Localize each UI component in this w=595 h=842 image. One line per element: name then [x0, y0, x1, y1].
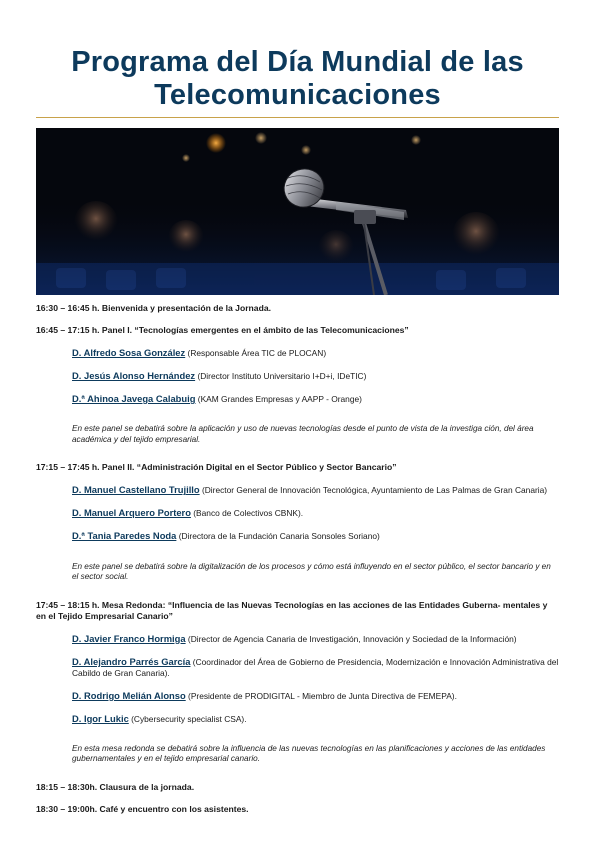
speaker-role: (Director de Agencia Canaria de Investigación, Innovación y Sociedad de la Información): [185, 633, 517, 644]
panel-1-speaker: [72, 393, 559, 405]
program-schedule: [36, 303, 559, 815]
speaker-name[interactable]: D. Igor Lukic: [72, 712, 129, 724]
panel-1-speaker: [72, 370, 559, 382]
roundtable-speaker: [72, 690, 559, 702]
speaker-role: (Banco de Colectivos CBNK).: [190, 508, 304, 519]
speaker-role: (Director Instituto Universitario I+D+i, IDeTIC): [195, 371, 367, 381]
schedule-welcome: 16:30 – 16:45 h. Bienvenida y presentación de la Jornada.: [36, 303, 271, 313]
speaker-name[interactable]: D. Rodrigo Melián Alonso: [72, 689, 186, 701]
speaker-name[interactable]: D. Manuel Castellano Trujillo: [72, 484, 200, 496]
speaker-name[interactable]: D. Alejandro Parrés García: [72, 655, 191, 667]
speaker-role: (Cybersecurity specialist CSA).: [128, 713, 247, 724]
speaker-role: (Directora de la Fundación Canaria Sonsoles Soriano): [176, 531, 380, 542]
page-title-line-1: Programa del Día Mundial de las: [71, 46, 524, 78]
speaker-role: (Presidente de PRODIGITAL - Miembro de Junta Directiva de FEMEPA).: [185, 690, 457, 701]
speaker-name[interactable]: D.ª Ahinoa Javega Calabuig: [72, 393, 196, 404]
microphone-illustration: [36, 128, 559, 295]
schedule-coffee: 18:30 – 19:00h. Café y encuentro con los asistentes.: [36, 804, 249, 815]
roundtable-speaker: [72, 656, 559, 679]
panel-1-speaker: [72, 347, 559, 359]
page-title-line-2: Telecomunicaciones: [154, 79, 441, 111]
speaker-name[interactable]: D.ª Tania Paredes Noda: [72, 530, 177, 542]
schedule-closing: 18:15 – 18:30h. Clausura de la jornada.: [36, 782, 195, 793]
panel-2-heading: 17:15 – 17:45 h. Panel II. “Administración Digital en el Sector Público y Sector Bancario”: [36, 462, 397, 473]
speaker-role: (Responsable Área TIC de PLOCAN): [185, 348, 327, 358]
panel-2-speaker: [72, 484, 559, 496]
speaker-name[interactable]: D. Manuel Arquero Portero: [72, 507, 191, 519]
hero-image-microphone: [36, 128, 559, 295]
roundtable-speaker: [72, 713, 559, 725]
speaker-name[interactable]: D. Alfredo Sosa González: [72, 347, 186, 358]
roundtable-description: En esta mesa redonda se debatirá sobre la influencia de las nuevas tecnologías en las planificaciones y acciones de las entidades gubernamentales y en el tejido empresarial canario.: [72, 743, 546, 764]
page-title: [0, 46, 595, 112]
roundtable-speaker: [72, 633, 559, 645]
panel-1-description: En este panel se debatirá sobre la aplicación y uso de nuevas tecnologías desde el punto de vista de la investiga ción, del área académica y del tejido empresarial.: [72, 424, 534, 444]
speaker-name[interactable]: D. Jesús Alonso Hernández: [72, 370, 196, 381]
panel-2-description: En este panel se debatirá sobre la digitalización de los procesos y cómo está influyendo en el sector público, el sector bancario y en el sector social.: [72, 561, 551, 582]
speaker-role: (KAM Grandes Empresas y AAPP - Orange): [195, 394, 362, 404]
title-divider: [36, 117, 559, 118]
roundtable-heading: 17:45 – 18:15 h. Mesa Redonda: “Influencia de las Nuevas Tecnologías en las acciones de las Entidades Guberna- mentales y en el Tejido Empresarial Canario”: [36, 599, 548, 621]
panel-2-speaker: [72, 507, 559, 519]
speaker-role: (Director General de Innovación Tecnológica, Ayuntamiento de Las Palmas de Gran Canaria): [199, 485, 548, 496]
speaker-role: (Coordinador del Área de Gobierno de Presidencia, Modernización e Innovación Administrativa del Cabildo de Gran Canaria).: [72, 656, 559, 678]
speaker-name[interactable]: D. Javier Franco Hormiga: [72, 632, 186, 644]
panel-1-heading: 16:45 – 17:15 h. Panel I. “Tecnologías emergentes en el ámbito de las Telecomunicaciones”: [36, 325, 409, 335]
panel-2-speaker: [72, 530, 559, 542]
